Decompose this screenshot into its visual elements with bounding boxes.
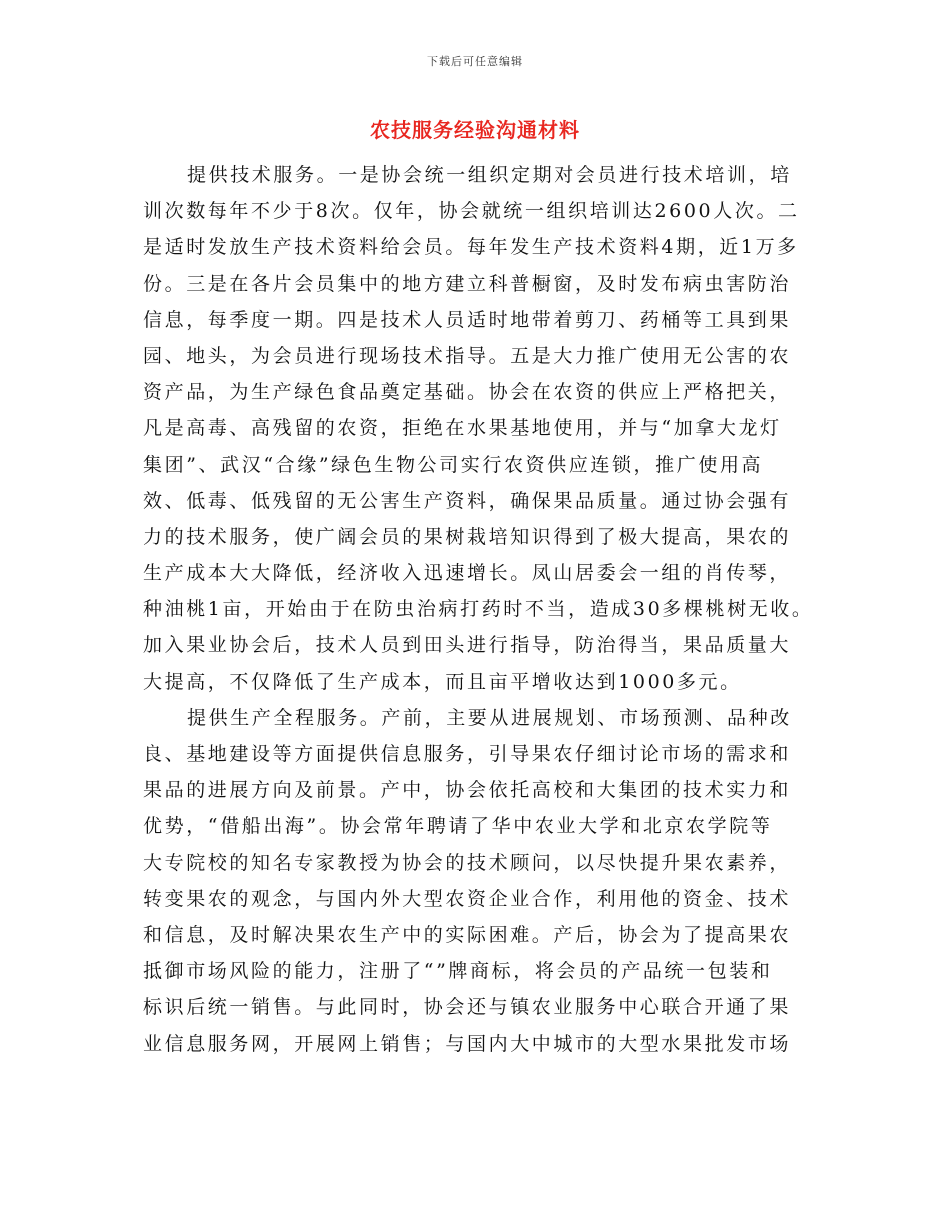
text-line: 集团”、武汉“合缘”绿色生物公司实行农资供应连锁，推广使用高 [143, 453, 764, 476]
paragraph-full-process-service [143, 700, 811, 1062]
text-line: 生产成本大大降低，经济收入迅速增长。凤山居委会一组的肖传琴， [143, 562, 792, 585]
text-line: 是适时发放生产技术资料给会员。每年发生产技术资料4期，近1万多 [143, 236, 799, 259]
text-line: 力的技术服务，使广阔会员的果树栽培知识得到了极大提高，果农的 [143, 525, 792, 548]
text-line: 良、基地建设等方面提供信息服务，引导果农仔细讨论市场的需求和 [143, 743, 792, 765]
text-line: 标识后统一销售。与此同时，协会还与镇农业服务中心联合开通了果 [143, 996, 792, 1019]
paragraph-technical-service [143, 157, 814, 700]
text-line: 加入果业协会后，技术人员到田头进行指导，防治得当，果品质量大 [143, 634, 792, 657]
text-line: 优势，“借船出海”。协会常年聘请了华中农业大学和北京农学院等 [143, 815, 773, 838]
document-body [143, 157, 814, 1062]
text-line: 转变果农的观念，与国内外大型农资企业合作，利用他的资金、技术 [143, 887, 792, 910]
text-line: 提供技术服务。一是协会统一组织定期对会员进行技术培训，培 [187, 164, 792, 186]
document-title: 农技服务经验沟通材料 [370, 118, 580, 142]
text-line: 凡是高毒、高残留的农资，拒绝在水果基地使用，并与“加拿大龙灯 [143, 417, 782, 440]
text-line: 信息，每季度一期。四是技术人员适时地带着剪刀、药桶等工具到果 [143, 308, 792, 331]
text-line: 果品的进展方向及前景。产中，协会依托高校和大集团的技术实力和 [143, 779, 792, 802]
text-line: 提供生产全程服务。产前，主要从进展规划、市场预测、品种改 [187, 706, 792, 729]
text-line: 园、地头，为会员进行现场技术指导。五是大力推广使用无公害的农 [143, 344, 792, 367]
text-line: 效、低毒、低残留的无公害生产资料，确保果品质量。通过协会强有 [143, 489, 792, 512]
text-line: 资产品，为生产绿色食品奠定基础。协会在农资的供应上严格把关， [143, 381, 792, 404]
page-header-note: 下载后可任意编辑 [427, 55, 523, 68]
text-line: 训次数每年不少于8次。仅年，协会就统一组织培训达2600人次。二 [143, 200, 800, 223]
text-line: 种油桃1亩，开始由于在防虫治病打药时不当，造成30多棵桃树无收。 [143, 598, 814, 621]
text-line: 业信息服务网，开展网上销售；与国内大中城市的大型水果批发市场 [143, 1032, 792, 1055]
text-line: 抵御市场风险的能力，注册了“”牌商标，将会员的产品统一包装和 [143, 960, 773, 983]
text-line: 和信息，及时解决果农生产中的实际困难。产后，协会为了提高果农 [143, 923, 792, 946]
text-line: 份。三是在各片会员集中的地方建立科普橱窗，及时发布病虫害防治 [143, 272, 792, 295]
text-line: 大专院校的知名专家教授为协会的技术顾问，以尽快提升果农素养， [143, 851, 792, 874]
text-line: 大提高，不仅降低了生产成本，而且亩平增收达到1000多元。 [143, 670, 742, 693]
